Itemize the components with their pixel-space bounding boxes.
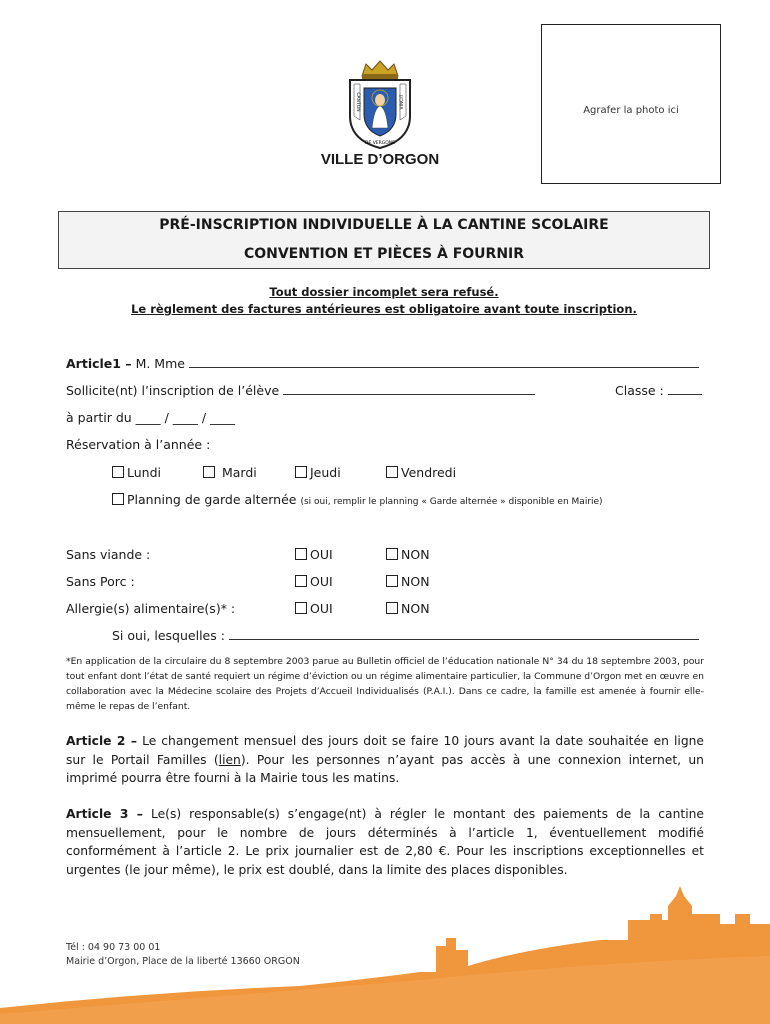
option-label: OUI <box>310 601 333 616</box>
footnote: *En application de la circulaire du 8 septembre 2003 parue au Bulletin officiel de l’éducation nationale N° 34 du 18 septembre 2003, pour tout enfant dont l’état de santé requiert un régime d’éviction ou un régime alimentaire particulier, la Commune d’Orgon met en œuvre en collaboration avec la Médecine scolaire des Projets d’Accueil Individualisés (P.A.I.). Dans ce cadre, la famille est amenée à fournir elle-même le repas de l’enfant. <box>66 656 704 712</box>
reservation-label: Réservation à l’année : <box>66 437 211 452</box>
checkbox-friday[interactable] <box>386 466 398 478</box>
student-field[interactable] <box>283 384 535 395</box>
checkbox-alternate-custody[interactable] <box>112 493 124 505</box>
no-pork-no[interactable] <box>386 574 430 589</box>
form-title: PRÉ-INSCRIPTION INDIVIDUELLE À LA CANTINE SCOLAIRE <box>159 217 609 233</box>
name-field[interactable] <box>189 357 699 368</box>
allergy-details-field[interactable] <box>229 629 699 640</box>
checkbox-thursday[interactable] <box>295 466 307 478</box>
diet-row-label: Sans viande : <box>66 547 151 562</box>
checkbox-no-pork-yes[interactable] <box>295 575 307 587</box>
town-crest-logo <box>340 58 420 150</box>
class-label: Classe : <box>615 383 664 398</box>
photo-placeholder-box <box>541 24 721 184</box>
alternate-custody-note: (si oui, remplir le planning « Garde alternée » disponible en Mairie) <box>300 497 603 507</box>
checkbox-allergy-yes[interactable] <box>295 602 307 614</box>
class-field[interactable] <box>668 384 702 395</box>
option-label: OUI <box>310 547 333 562</box>
checkbox-no-meat-no[interactable] <box>386 548 398 560</box>
form-subtitle: CONVENTION ET PIÈCES À FOURNIR <box>243 246 525 262</box>
option-label: NON <box>401 574 430 589</box>
option-label: NON <box>401 547 430 562</box>
portal-link[interactable]: lien <box>218 752 241 767</box>
photo-placeholder-text: Agrafer la photo ici <box>583 105 679 116</box>
day-option-tuesday[interactable] <box>203 465 257 480</box>
article1-name-line <box>66 356 699 371</box>
option-label: NON <box>401 601 430 616</box>
svg-text:DE VERGONE: DE VERGONE <box>364 141 396 146</box>
no-meat-no[interactable] <box>386 547 430 562</box>
article2 <box>66 732 704 788</box>
no-pork-yes[interactable] <box>295 574 333 589</box>
checkbox-no-meat-yes[interactable] <box>295 548 307 560</box>
svg-text:CANTON: CANTON <box>355 92 360 112</box>
article2-text-after: ). Pour les personnes n’ayant pas accès à une connexion internet, un imprimé pourra être fourni à la Mairie tous les matins. <box>66 752 704 785</box>
footer-phone: Tél : 04 90 73 00 01 <box>66 942 161 953</box>
article3 <box>66 805 704 879</box>
alternate-custody-option[interactable] <box>112 492 603 507</box>
allergy-no[interactable] <box>386 601 430 616</box>
svg-text:VINCIT: VINCIT <box>400 94 405 110</box>
footer-address: Mairie d’Orgon, Place de la liberté 13660 ORGON <box>66 956 300 967</box>
student-line <box>66 383 535 398</box>
option-label: OUI <box>310 574 333 589</box>
start-date-line[interactable]: à partir du ____ / ____ / ____ <box>66 410 236 425</box>
form-title-box <box>58 211 710 269</box>
article1-label: Article1 – <box>66 356 132 371</box>
day-option-thursday[interactable] <box>295 465 341 480</box>
diet-row-label: Sans Porc : <box>66 574 135 589</box>
warning-invoices: Le règlement des factures antérieures est obligatoire avant toute inscription. <box>131 302 637 316</box>
day-label: Vendredi <box>401 465 457 480</box>
checkbox-monday[interactable] <box>112 466 124 478</box>
checkbox-no-pork-no[interactable] <box>386 575 398 587</box>
day-label: Mardi <box>221 465 257 480</box>
alternate-custody-label: Planning de garde alternée <box>127 492 297 507</box>
name-label: M. Mme <box>135 356 185 371</box>
article3-text: Le(s) responsable(s) s’engage(nt) à régler le montant des paiements de la cantine mensuellement, pour le nombre de jours déterminés à l’article 1, éventuellement modifié conformément à l’article 2. Le prix journalier est de 2,80 €. Pour les inscriptions exceptionnelles et urgentes (le jour même), le prix est doublé, dans la limite des places disponibles. <box>66 807 704 877</box>
day-option-friday[interactable] <box>386 465 456 480</box>
article3-label: Article 3 – <box>66 807 143 821</box>
town-name: VILLE D’ORGON <box>320 151 440 168</box>
diet-row-label: Allergie(s) alimentaire(s)* : <box>66 601 236 616</box>
day-label: Jeudi <box>310 465 341 480</box>
checkbox-tuesday[interactable] <box>203 466 215 478</box>
no-meat-yes[interactable] <box>295 547 333 562</box>
allergy-details-label: Si oui, lesquelles : <box>112 628 225 643</box>
allergy-details-line <box>112 628 699 643</box>
day-option-monday[interactable] <box>112 465 161 480</box>
warning-incomplete: Tout dossier incomplet sera refusé. <box>269 285 499 299</box>
allergy-yes[interactable] <box>295 601 333 616</box>
article2-label: Article 2 – <box>66 734 138 748</box>
article2-text-before: Le changement mensuel des jours doit se faire 10 jours avant la date souhaitée en ligne sur le Portail Familles ( <box>66 734 704 767</box>
day-label: Lundi <box>127 465 161 480</box>
checkbox-allergy-no[interactable] <box>386 602 398 614</box>
class-line <box>615 383 702 398</box>
student-label: Sollicite(nt) l’inscription de l’élève <box>66 383 280 398</box>
